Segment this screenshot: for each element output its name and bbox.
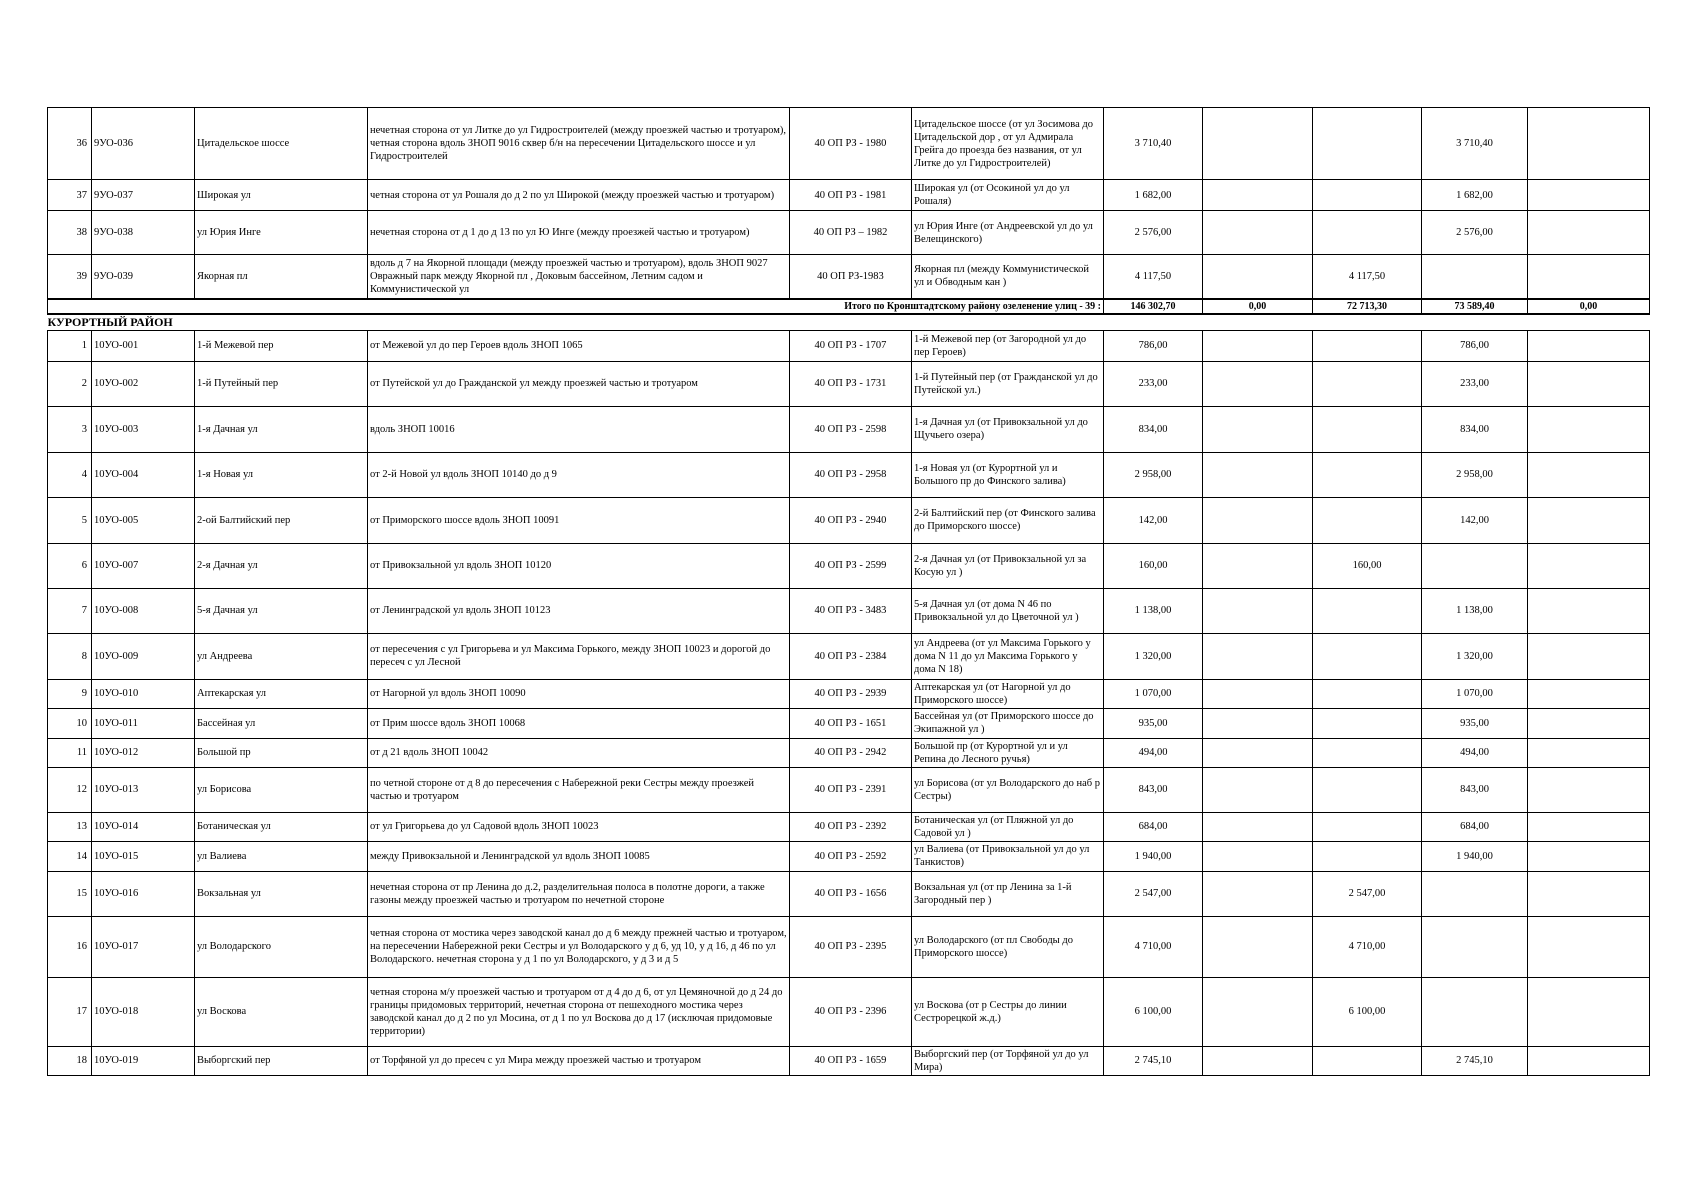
- street-name: Бассейная ул: [195, 708, 368, 738]
- category-2-value: 160,00: [1313, 543, 1422, 588]
- category-4-value: [1528, 708, 1650, 738]
- category-3-value: [1422, 977, 1528, 1046]
- row-description: между Привокзальной и Ленинградской ул вдоль ЗНОП 10085: [368, 841, 790, 871]
- area-value: 3 710,40: [1104, 108, 1203, 180]
- category-3-value: [1422, 916, 1528, 977]
- area-value: 233,00: [1104, 361, 1203, 406]
- road-description: Бассейная ул (от Приморского шоссе до Экипажной ул ): [912, 708, 1104, 738]
- category-3-value: 786,00: [1422, 330, 1528, 361]
- streets-table: [47, 107, 1650, 1076]
- category-3-value: 1 138,00: [1422, 588, 1528, 633]
- road-description: ул Валиева (от Привокзальной ул до ул Танкистов): [912, 841, 1104, 871]
- category-2-value: 6 100,00: [1313, 977, 1422, 1046]
- row-description: от 2-й Новой ул вдоль ЗНОП 10140 до д 9: [368, 452, 790, 497]
- row-description: от Привокзальной ул вдоль ЗНОП 10120: [368, 543, 790, 588]
- road-description: Вокзальная ул (от пр Ленина за 1-й Загородный пер ): [912, 871, 1104, 916]
- row-number: 14: [48, 841, 92, 871]
- street-name: 5-я Дачная ул: [195, 588, 368, 633]
- registry-number: 40 ОП РЗ-1983: [790, 255, 912, 299]
- category-4-value: [1528, 497, 1650, 543]
- street-name: ул Андреева: [195, 633, 368, 679]
- category-2-value: [1313, 679, 1422, 708]
- category-2-value: [1313, 588, 1422, 633]
- row-description: от Ленинградской ул вдоль ЗНОП 10123: [368, 588, 790, 633]
- road-description: ул Борисова (от ул Володарского до наб р Сестры): [912, 767, 1104, 812]
- area-value: 786,00: [1104, 330, 1203, 361]
- category-3-value: 1 940,00: [1422, 841, 1528, 871]
- street-name: Якорная пл: [195, 255, 368, 299]
- row-number: 10: [48, 708, 92, 738]
- table-row: [48, 633, 1650, 679]
- road-description: 1-я Дачная ул (от Привокзальной ул до Щучьего озера): [912, 406, 1104, 452]
- row-code: 10УО-016: [92, 871, 195, 916]
- row-number: 18: [48, 1046, 92, 1075]
- category-2-value: 4 117,50: [1313, 255, 1422, 299]
- table-row: [48, 977, 1650, 1046]
- table-row: [48, 679, 1650, 708]
- area-value: 2 547,00: [1104, 871, 1203, 916]
- row-number: 15: [48, 871, 92, 916]
- table-row: [48, 871, 1650, 916]
- row-code: 9УО-037: [92, 180, 195, 211]
- category-4-value: [1528, 916, 1650, 977]
- category-3-value: 834,00: [1422, 406, 1528, 452]
- registry-number: 40 ОП РЗ - 1980: [790, 108, 912, 180]
- category-1-value: [1203, 255, 1313, 299]
- area-value: 843,00: [1104, 767, 1203, 812]
- category-4-value: [1528, 977, 1650, 1046]
- category-1-value: [1203, 108, 1313, 180]
- category-4-value: [1528, 738, 1650, 767]
- category-3-value: [1422, 543, 1528, 588]
- table-row: [48, 452, 1650, 497]
- area-value: 935,00: [1104, 708, 1203, 738]
- row-description: от Приморского шоссе вдоль ЗНОП 10091: [368, 497, 790, 543]
- category-1-value: [1203, 738, 1313, 767]
- category-3-value: 2 576,00: [1422, 211, 1528, 255]
- registry-number: 40 ОП РЗ - 2958: [790, 452, 912, 497]
- category-4-value: [1528, 767, 1650, 812]
- row-number: 2: [48, 361, 92, 406]
- row-code: 10УО-014: [92, 812, 195, 841]
- category-2-value: 4 710,00: [1313, 916, 1422, 977]
- category-1-value: [1203, 871, 1313, 916]
- row-description: от ул Григорьева до ул Садовой вдоль ЗНОП 10023: [368, 812, 790, 841]
- category-2-value: [1313, 211, 1422, 255]
- table-row: [48, 180, 1650, 211]
- row-description: от Путейской ул до Гражданской ул между проезжей частью и тротуаром: [368, 361, 790, 406]
- street-name: Большой пр: [195, 738, 368, 767]
- category-3-value: 935,00: [1422, 708, 1528, 738]
- category-3-value: [1422, 871, 1528, 916]
- registry-number: 40 ОП РЗ - 3483: [790, 588, 912, 633]
- row-number: 36: [48, 108, 92, 180]
- street-name: ул Валиева: [195, 841, 368, 871]
- category-4-value: [1528, 180, 1650, 211]
- table-row: [48, 916, 1650, 977]
- category-4-value: [1528, 211, 1650, 255]
- table-row: [48, 543, 1650, 588]
- street-name: 2-ой Балтийский пер: [195, 497, 368, 543]
- area-value: 684,00: [1104, 812, 1203, 841]
- row-description: от Межевой ул до пер Героев вдоль ЗНОП 1065: [368, 330, 790, 361]
- total-c1: 0,00: [1203, 299, 1313, 314]
- category-2-value: [1313, 497, 1422, 543]
- row-description: вдоль д 7 на Якорной площади (между проезжей частью и тротуаром), вдоль ЗНОП 9027 Овражный парк между Якорной пл , Доковым бассейном, Летним садом и Коммунистической ул: [368, 255, 790, 299]
- road-description: ул Воскова (от р Сестры до линии Сестрорецкой ж.д.): [912, 977, 1104, 1046]
- category-2-value: [1313, 633, 1422, 679]
- area-value: 2 576,00: [1104, 211, 1203, 255]
- row-number: 39: [48, 255, 92, 299]
- section-title: КУРОРТНЫЙ РАЙОН: [48, 314, 1650, 331]
- category-3-value: 1 070,00: [1422, 679, 1528, 708]
- category-1-value: [1203, 543, 1313, 588]
- row-number: 1: [48, 330, 92, 361]
- category-1-value: [1203, 406, 1313, 452]
- row-code: 10УО-012: [92, 738, 195, 767]
- row-description: от пересечения с ул Григорьева и ул Максима Горького, между ЗНОП 10023 и дорогой до пересеч с ул Лесной: [368, 633, 790, 679]
- category-1-value: [1203, 180, 1313, 211]
- category-4-value: [1528, 588, 1650, 633]
- category-3-value: 843,00: [1422, 767, 1528, 812]
- document-sheet: [47, 107, 1650, 1076]
- table-row: [48, 361, 1650, 406]
- total-area: 146 302,70: [1104, 299, 1203, 314]
- table-row: [48, 330, 1650, 361]
- category-4-value: [1528, 812, 1650, 841]
- category-2-value: [1313, 841, 1422, 871]
- street-name: ул Воскова: [195, 977, 368, 1046]
- row-number: 5: [48, 497, 92, 543]
- category-4-value: [1528, 330, 1650, 361]
- category-2-value: [1313, 330, 1422, 361]
- registry-number: 40 ОП РЗ - 2395: [790, 916, 912, 977]
- table-row: [48, 255, 1650, 299]
- category-3-value: 494,00: [1422, 738, 1528, 767]
- street-name: Цитадельское шоссе: [195, 108, 368, 180]
- row-code: 10УО-002: [92, 361, 195, 406]
- road-description: Якорная пл (между Коммунистической ул и Обводным кан ): [912, 255, 1104, 299]
- row-code: 10УО-010: [92, 679, 195, 708]
- row-code: 10УО-013: [92, 767, 195, 812]
- row-number: 8: [48, 633, 92, 679]
- row-code: 10УО-007: [92, 543, 195, 588]
- table-row: [48, 767, 1650, 812]
- road-description: ул Юрия Инге (от Андреевской ул до ул Велещинского): [912, 211, 1104, 255]
- area-value: 1 940,00: [1104, 841, 1203, 871]
- road-description: Ботаническая ул (от Пляжной ул до Садовой ул ): [912, 812, 1104, 841]
- area-value: 4 117,50: [1104, 255, 1203, 299]
- category-1-value: [1203, 679, 1313, 708]
- table-row: [48, 108, 1650, 180]
- registry-number: 40 ОП РЗ - 1731: [790, 361, 912, 406]
- category-2-value: [1313, 767, 1422, 812]
- row-code: 10УО-015: [92, 841, 195, 871]
- row-description: по четной стороне от д 8 до пересечения с Набережной реки Сестры между проезжей частью и тротуаром: [368, 767, 790, 812]
- category-3-value: 142,00: [1422, 497, 1528, 543]
- category-2-value: [1313, 708, 1422, 738]
- road-description: Аптекарская ул (от Нагорной ул до Приморского шоссе): [912, 679, 1104, 708]
- row-number: 9: [48, 679, 92, 708]
- table-row: [48, 211, 1650, 255]
- registry-number: 40 ОП РЗ - 2942: [790, 738, 912, 767]
- total-row: [48, 299, 1650, 314]
- row-number: 6: [48, 543, 92, 588]
- row-description: четная сторона от мостика через заводской канал до д 6 между прежней частью и тротуаром, на пересечении Набережной реки Сестры и ул Володарского у д 6, уд 10, у д 16, д 46 по ул Володарского. нечетная сторона у д 1 по ул Володарского, у д 3 и д 5: [368, 916, 790, 977]
- category-1-value: [1203, 841, 1313, 871]
- category-3-value: 1 320,00: [1422, 633, 1528, 679]
- row-code: 10УО-001: [92, 330, 195, 361]
- area-value: 1 320,00: [1104, 633, 1203, 679]
- row-number: 11: [48, 738, 92, 767]
- area-value: 494,00: [1104, 738, 1203, 767]
- category-1-value: [1203, 812, 1313, 841]
- registry-number: 40 ОП РЗ - 2384: [790, 633, 912, 679]
- row-description: от д 21 вдоль ЗНОП 10042: [368, 738, 790, 767]
- row-description: нечетная сторона от пр Ленина до д.2, разделительная полоса в полотне дороги, а также газоны между проезжей частью и тротуаром по нечетной стороне: [368, 871, 790, 916]
- row-description: четная сторона от ул Рошаля до д 2 по ул Широкой (между проезжей частью и тротуаром): [368, 180, 790, 211]
- registry-number: 40 ОП РЗ - 2592: [790, 841, 912, 871]
- category-4-value: [1528, 108, 1650, 180]
- row-code: 10УО-009: [92, 633, 195, 679]
- row-code: 9УО-036: [92, 108, 195, 180]
- category-4-value: [1528, 871, 1650, 916]
- registry-number: 40 ОП РЗ - 1659: [790, 1046, 912, 1075]
- row-description: нечетная сторона от д 1 до д 13 по ул Ю Инге (между проезжей частью и тротуаром): [368, 211, 790, 255]
- category-2-value: [1313, 1046, 1422, 1075]
- street-name: ул Борисова: [195, 767, 368, 812]
- registry-number: 40 ОП РЗ - 2599: [790, 543, 912, 588]
- category-3-value: 684,00: [1422, 812, 1528, 841]
- registry-number: 40 ОП РЗ - 1981: [790, 180, 912, 211]
- category-4-value: [1528, 361, 1650, 406]
- street-name: Выборгский пер: [195, 1046, 368, 1075]
- area-value: 6 100,00: [1104, 977, 1203, 1046]
- row-code: 9УО-039: [92, 255, 195, 299]
- street-name: ул Володарского: [195, 916, 368, 977]
- table-row: [48, 406, 1650, 452]
- row-code: 10УО-005: [92, 497, 195, 543]
- registry-number: 40 ОП РЗ - 1656: [790, 871, 912, 916]
- row-number: 37: [48, 180, 92, 211]
- row-code: 9УО-038: [92, 211, 195, 255]
- street-name: Аптекарская ул: [195, 679, 368, 708]
- category-2-value: [1313, 812, 1422, 841]
- category-3-value: 233,00: [1422, 361, 1528, 406]
- road-description: 1-й Путейный пер (от Гражданской ул до Путейской ул.): [912, 361, 1104, 406]
- road-description: 2-й Балтийский пер (от Финского залива до Приморского шоссе): [912, 497, 1104, 543]
- category-3-value: 3 710,40: [1422, 108, 1528, 180]
- road-description: ул Володарского (от пл Свободы до Приморского шоссе): [912, 916, 1104, 977]
- category-1-value: [1203, 708, 1313, 738]
- row-description: от Торфяной ул до пресеч с ул Мира между проезжей частью и тротуаром: [368, 1046, 790, 1075]
- category-2-value: [1313, 180, 1422, 211]
- category-3-value: [1422, 255, 1528, 299]
- category-4-value: [1528, 679, 1650, 708]
- road-description: Цитадельское шоссе (от ул Зосимова до Цитадельской дор , от ул Адмирала Грейга до проезда без названия, от ул Литке до ул Гидростроителей): [912, 108, 1104, 180]
- row-number: 3: [48, 406, 92, 452]
- category-4-value: [1528, 406, 1650, 452]
- road-description: ул Андреева (от ул Максима Горького у дома N 11 до ул Максима Горького у дома N 18): [912, 633, 1104, 679]
- road-description: 5-я Дачная ул (от дома N 46 по Привокзальной ул до Цветочной ул ): [912, 588, 1104, 633]
- row-description: от Прим шоссе вдоль ЗНОП 10068: [368, 708, 790, 738]
- street-name: ул Юрия Инге: [195, 211, 368, 255]
- category-2-value: [1313, 361, 1422, 406]
- registry-number: 40 ОП РЗ - 2391: [790, 767, 912, 812]
- category-1-value: [1203, 361, 1313, 406]
- row-description: вдоль ЗНОП 10016: [368, 406, 790, 452]
- row-code: 10УО-003: [92, 406, 195, 452]
- category-1-value: [1203, 330, 1313, 361]
- road-description: Большой пр (от Курортной ул и ул Репина до Лесного ручья): [912, 738, 1104, 767]
- row-number: 4: [48, 452, 92, 497]
- category-4-value: [1528, 452, 1650, 497]
- row-description: четная сторона м/у проезжей частью и тротуаром от д 4 до д 6, от ул Цемяночной до д 24 до границы придомовых территорий, нечетная сторона от пешеходного мостика через заводской канал до д 2 по ул Мосина, от д 1 по ул Воскова до д 17 (исключая придомовые территории): [368, 977, 790, 1046]
- row-number: 7: [48, 588, 92, 633]
- table-row: [48, 738, 1650, 767]
- area-value: 1 138,00: [1104, 588, 1203, 633]
- category-1-value: [1203, 1046, 1313, 1075]
- category-1-value: [1203, 452, 1313, 497]
- registry-number: 40 ОП РЗ - 2939: [790, 679, 912, 708]
- street-name: Широкая ул: [195, 180, 368, 211]
- row-number: 17: [48, 977, 92, 1046]
- category-2-value: 2 547,00: [1313, 871, 1422, 916]
- category-1-value: [1203, 767, 1313, 812]
- table-row: [48, 812, 1650, 841]
- registry-number: 40 ОП РЗ - 2396: [790, 977, 912, 1046]
- row-description: нечетная сторона от ул Литке до ул Гидростроителей (между проезжей частью и тротуаром), четная сторона вдоль ЗНОП 9016 сквер б/н на пересечении Цитадельского шоссе и ул Гидростроителей: [368, 108, 790, 180]
- total-c2: 72 713,30: [1313, 299, 1422, 314]
- row-code: 10УО-017: [92, 916, 195, 977]
- category-1-value: [1203, 977, 1313, 1046]
- street-name: 2-я Дачная ул: [195, 543, 368, 588]
- street-name: 1-й Межевой пер: [195, 330, 368, 361]
- street-name: Ботаническая ул: [195, 812, 368, 841]
- registry-number: 40 ОП РЗ – 1982: [790, 211, 912, 255]
- section-row: [48, 314, 1650, 331]
- street-name: Вокзальная ул: [195, 871, 368, 916]
- area-value: 142,00: [1104, 497, 1203, 543]
- category-1-value: [1203, 633, 1313, 679]
- street-name: 1-я Новая ул: [195, 452, 368, 497]
- area-value: 1 682,00: [1104, 180, 1203, 211]
- registry-number: 40 ОП РЗ - 1651: [790, 708, 912, 738]
- road-description: 1-я Новая ул (от Курортной ул и Большого пр до Финского залива): [912, 452, 1104, 497]
- category-2-value: [1313, 738, 1422, 767]
- category-4-value: [1528, 543, 1650, 588]
- category-2-value: [1313, 452, 1422, 497]
- row-code: 10УО-004: [92, 452, 195, 497]
- row-number: 16: [48, 916, 92, 977]
- row-code: 10УО-011: [92, 708, 195, 738]
- area-value: 834,00: [1104, 406, 1203, 452]
- registry-number: 40 ОП РЗ - 2598: [790, 406, 912, 452]
- street-name: 1-я Дачная ул: [195, 406, 368, 452]
- registry-number: 40 ОП РЗ - 2392: [790, 812, 912, 841]
- road-description: 2-я Дачная ул (от Привокзальной ул за Косую ул ): [912, 543, 1104, 588]
- category-1-value: [1203, 916, 1313, 977]
- road-description: Выборгский пер (от Торфяной ул до ул Мира): [912, 1046, 1104, 1075]
- category-2-value: [1313, 108, 1422, 180]
- table-row: [48, 841, 1650, 871]
- row-number: 12: [48, 767, 92, 812]
- row-description: от Нагорной ул вдоль ЗНОП 10090: [368, 679, 790, 708]
- category-4-value: [1528, 841, 1650, 871]
- area-value: 4 710,00: [1104, 916, 1203, 977]
- row-number: 38: [48, 211, 92, 255]
- total-label: Итого по Кронштадтскому району озеленение улиц - 39 :: [48, 299, 1104, 314]
- category-1-value: [1203, 211, 1313, 255]
- row-code: 10УО-018: [92, 977, 195, 1046]
- category-4-value: [1528, 633, 1650, 679]
- category-2-value: [1313, 406, 1422, 452]
- road-description: 1-й Межевой пер (от Загородной ул до пер Героев): [912, 330, 1104, 361]
- row-code: 10УО-019: [92, 1046, 195, 1075]
- area-value: 2 958,00: [1104, 452, 1203, 497]
- category-3-value: 2 958,00: [1422, 452, 1528, 497]
- road-description: Широкая ул (от Осокиной ул до ул Рошаля): [912, 180, 1104, 211]
- area-value: 1 070,00: [1104, 679, 1203, 708]
- category-4-value: [1528, 1046, 1650, 1075]
- table-row: [48, 1046, 1650, 1075]
- table-row: [48, 708, 1650, 738]
- area-value: 160,00: [1104, 543, 1203, 588]
- total-c3: 73 589,40: [1422, 299, 1528, 314]
- row-code: 10УО-008: [92, 588, 195, 633]
- row-number: 13: [48, 812, 92, 841]
- category-4-value: [1528, 255, 1650, 299]
- table-row: [48, 497, 1650, 543]
- area-value: 2 745,10: [1104, 1046, 1203, 1075]
- registry-number: 40 ОП РЗ - 2940: [790, 497, 912, 543]
- category-1-value: [1203, 588, 1313, 633]
- category-3-value: 1 682,00: [1422, 180, 1528, 211]
- category-1-value: [1203, 497, 1313, 543]
- street-name: 1-й Путейный пер: [195, 361, 368, 406]
- total-c4: 0,00: [1528, 299, 1650, 314]
- table-row: [48, 588, 1650, 633]
- registry-number: 40 ОП РЗ - 1707: [790, 330, 912, 361]
- category-3-value: 2 745,10: [1422, 1046, 1528, 1075]
